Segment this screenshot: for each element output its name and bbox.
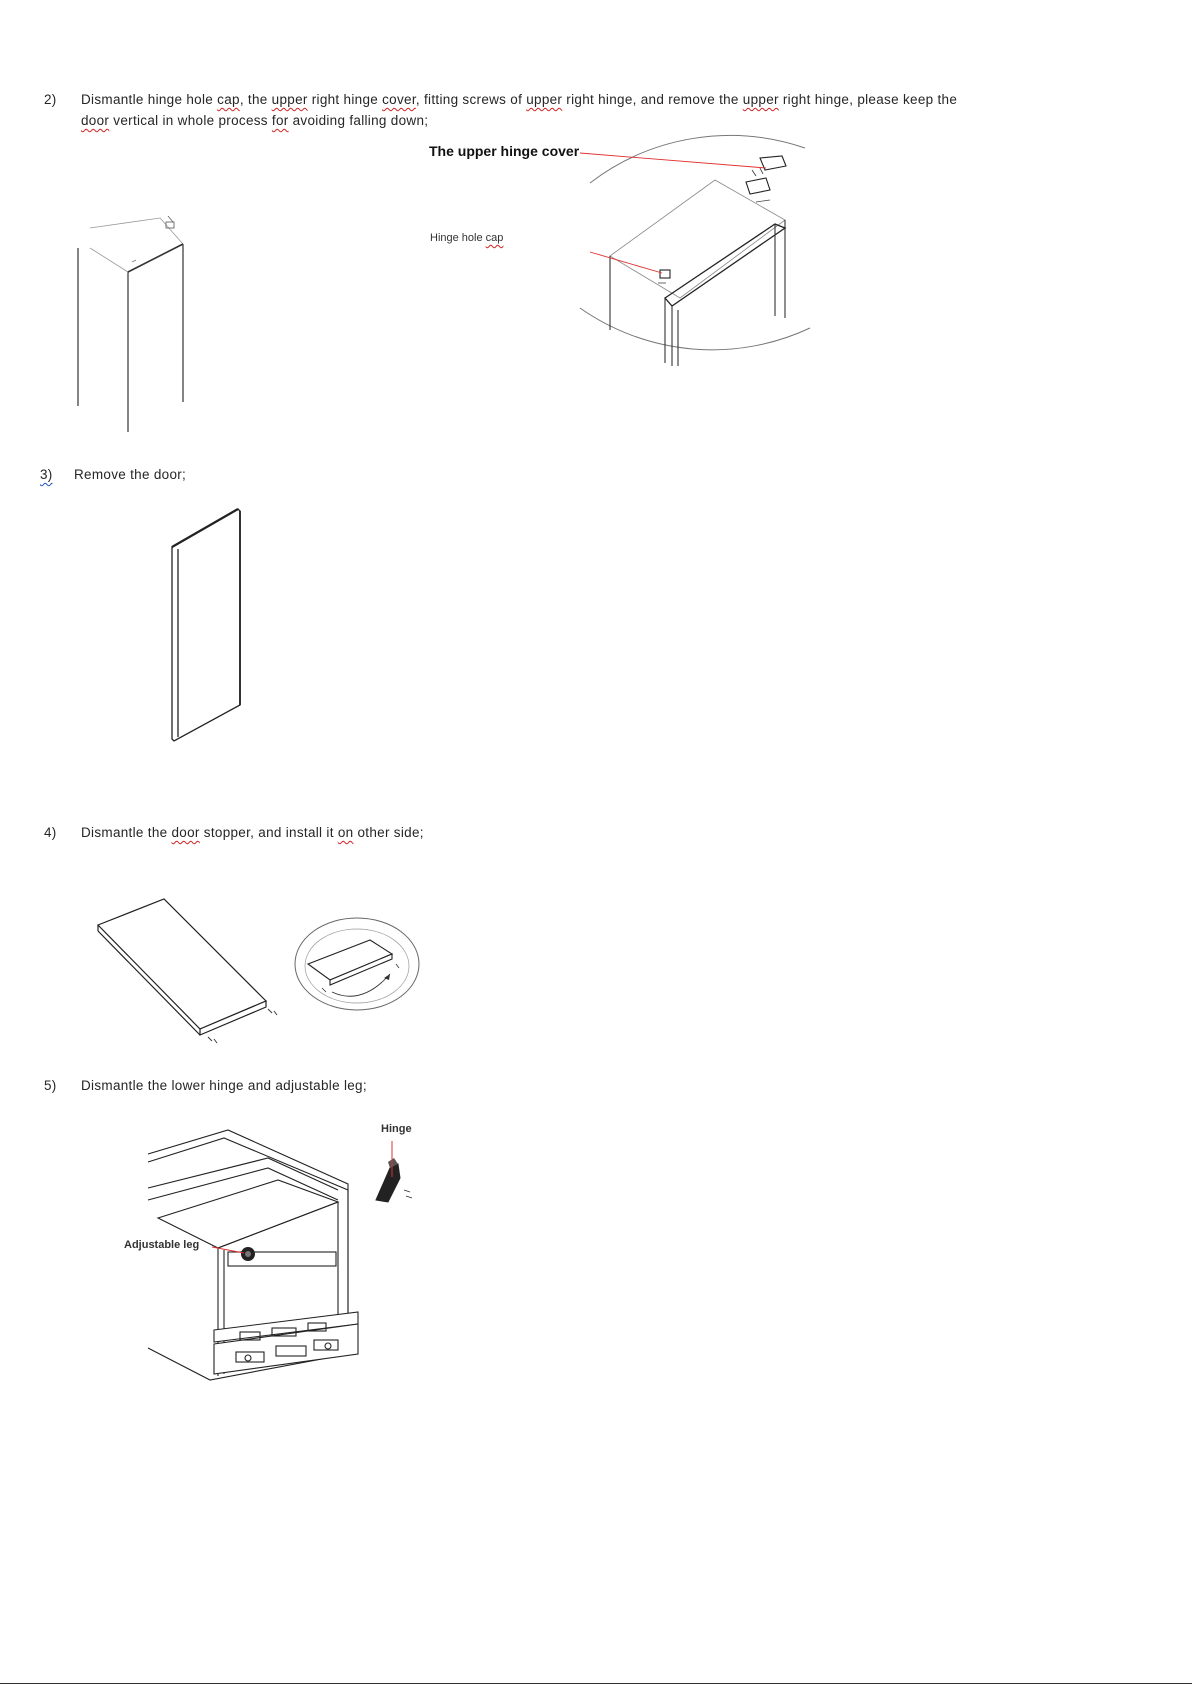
step-2-number: 2) <box>44 92 57 107</box>
step-2-text-line-1 <box>81 92 957 107</box>
step-4-text <box>81 825 424 840</box>
text-segment: , the <box>239 92 272 107</box>
stopper-swap-detail-illustration <box>292 914 422 1014</box>
text-segment: Dismantle hinge hole <box>81 92 218 107</box>
text-segment: cover <box>382 92 416 107</box>
door-flat-illustration <box>96 895 286 1045</box>
step-3-text: Remove the door; <box>74 467 187 482</box>
text-segment: for <box>271 113 289 128</box>
text-segment: other side; <box>353 825 424 840</box>
text-segment: right hinge, please keep the <box>778 92 958 107</box>
text-segment: right hinge, and remove the <box>562 92 743 107</box>
text-segment: upper <box>271 92 308 107</box>
fridge-upright-illustration <box>70 210 190 435</box>
text-segment: door <box>81 113 110 128</box>
text-segment: on <box>337 825 354 840</box>
text-segment: stopper, and install it <box>199 825 338 840</box>
text-segment: vertical in whole process <box>109 113 272 128</box>
door-upright-illustration <box>168 505 248 741</box>
step-2-text-line-2 <box>81 113 428 128</box>
step-5-number: 5) <box>44 1078 57 1093</box>
step-5-text: Dismantle the lower hinge and adjustable leg; <box>81 1078 367 1093</box>
callout-hinge-hole-cap: Hinge hole cap <box>430 232 504 244</box>
callout-adjustable-leg: Adjustable leg <box>124 1239 200 1251</box>
text-segment: door <box>171 825 200 840</box>
step-4-number: 4) <box>44 825 57 840</box>
callout-upper-hinge-cover: The upper hinge cover <box>429 143 580 159</box>
step-5-leader-lines <box>200 1125 400 1265</box>
text-segment: upper <box>742 92 779 107</box>
text-segment: right hinge <box>307 92 383 107</box>
text-segment: upper <box>526 92 563 107</box>
callout-hinge: Hinge <box>381 1123 412 1135</box>
text-segment: Dismantle the <box>81 825 172 840</box>
page-bottom-rule <box>0 1683 1192 1684</box>
step-3-number: 3) <box>40 467 53 482</box>
cover-leader-line <box>580 150 780 180</box>
text-segment: cap <box>217 92 240 107</box>
text-segment: , fitting screws of <box>415 92 527 107</box>
text-segment: avoiding falling down; <box>288 113 429 128</box>
